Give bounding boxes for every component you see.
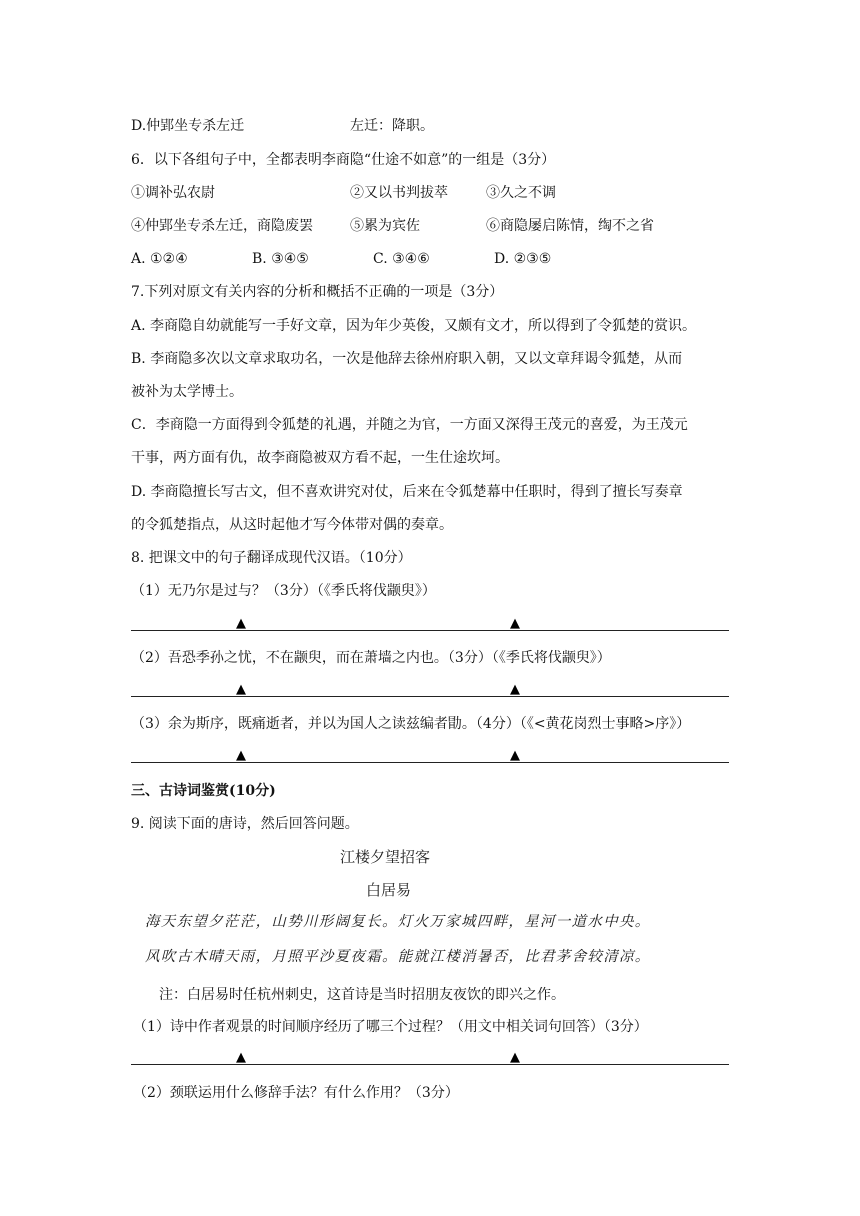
q6-item-2: ②又以书判拔萃: [350, 185, 448, 201]
q7-option-a: A. 李商隐自幼就能写一手好文章，因为年少英俊，又颇有文才，所以得到了令狐楚的赏识。: [131, 318, 697, 334]
q7-option-b-line2: 被补为太学博士。: [131, 384, 243, 400]
q5-option-d-note: 左迁：降职。: [350, 118, 434, 134]
q8-sentence-3: （3）余为斯序，既痛逝者，并以为国人之读兹编者勖。（4分）（《<黄花岗烈士事略>序》）: [131, 716, 691, 732]
q8-sentence-1: （1）无乃尔是过与？（3分）（《季氏将伐颛臾》）: [131, 583, 436, 599]
q9-subquestion-2: （2）颈联运用什么修辞手法？有什么作用？（3分）: [133, 1085, 459, 1101]
q6-item-4: ④仲郢坐专杀左迁，商隐废罢: [131, 218, 313, 234]
q6-item-6: ⑥商隐屡启陈情，绹不之省: [486, 218, 654, 234]
answer-marker: ▲: [510, 616, 520, 631]
q6-item-5: ⑤累为宾佐: [350, 218, 420, 234]
answer-marker: ▲: [510, 1050, 520, 1065]
q6-choice-b: B. ③④⑤: [252, 251, 309, 267]
q5-option-d: D.仲郢坐专杀左迁: [131, 118, 245, 134]
answer-marker: ▲: [236, 748, 246, 763]
poem-note: 注：白居易时任杭州刺史，这首诗是当时招朋友夜饮的即兴之作。: [159, 987, 565, 1003]
q7-option-b-line1: B. 李商隐多次以文章求取功名，一次是他辞去徐州府职入朝，又以文章拜谒令狐楚，从而: [131, 351, 683, 367]
q6-item-1: ①调补弘农尉: [131, 185, 215, 201]
answer-line[interactable]: [131, 630, 729, 631]
answer-line[interactable]: [131, 1064, 729, 1065]
answer-marker: ▲: [236, 616, 246, 631]
q6-stem: 6．以下各组句子中，全都表明李商隐“仕途不如意”的一组是（3分）: [131, 152, 556, 168]
q6-choice-c: C. ③④⑥: [373, 251, 430, 267]
answer-marker: ▲: [236, 682, 246, 697]
answer-marker: ▲: [510, 682, 520, 697]
answer-marker: ▲: [510, 748, 520, 763]
answer-line[interactable]: [131, 762, 729, 763]
poem-author: 白居易: [366, 881, 412, 899]
q7-stem: 7.下列对原文有关内容的分析和概括不正确的一项是（3分）: [131, 284, 504, 300]
q6-choice-d: D. ②③⑤: [494, 251, 552, 267]
q9-stem: 9. 阅读下面的唐诗，然后回答问题。: [131, 816, 359, 832]
q7-option-d-line1: D. 李商隐擅长写古文，但不喜欢讲究对仗，后来在令狐楚幕中任职时，得到了擅长写奏章: [131, 484, 683, 500]
q6-item-3: ③久之不调: [486, 185, 556, 201]
q6-choice-a: A. ①②④: [131, 251, 188, 267]
q7-option-d-line2: 的令狐楚指点，从这时起他才写今体带对偶的奏章。: [131, 517, 453, 533]
answer-marker: ▲: [236, 1050, 246, 1065]
poem-title: 江楼夕望招客: [340, 848, 431, 866]
q9-subquestion-1: （1）诗中作者观景的时间顺序经历了哪三个过程？（用文中相关词句回答）（3分）: [133, 1019, 648, 1035]
poem-line-2: 风吹古木晴天雨，月照平沙夏夜霜。能就江楼消暑否，比君茅舍较清凉。: [145, 949, 651, 965]
q7-option-c-line2: 干事，两方面有仇，故李商隐被双方看不起，一生仕途坎坷。: [131, 450, 509, 466]
section-heading: 三、古诗词鉴赏(10分): [131, 783, 276, 799]
poem-line-1: 海天东望夕茫茫，山势川形阔复长。灯火万家城四畔，星河一道水中央。: [145, 914, 651, 930]
q7-option-c-line1: C．李商隐一方面得到令狐楚的礼遇，并随之为官，一方面又深得王茂元的喜爱，为王茂元: [131, 417, 688, 433]
q8-sentence-2: （2）吾恐季孙之忧，不在颛臾，而在萧墙之内也。（3分）（《季氏将伐颛臾》）: [131, 650, 611, 666]
answer-line[interactable]: [131, 696, 729, 697]
q8-stem: 8. 把课文中的句子翻译成现代汉语。（10分）: [131, 550, 412, 566]
